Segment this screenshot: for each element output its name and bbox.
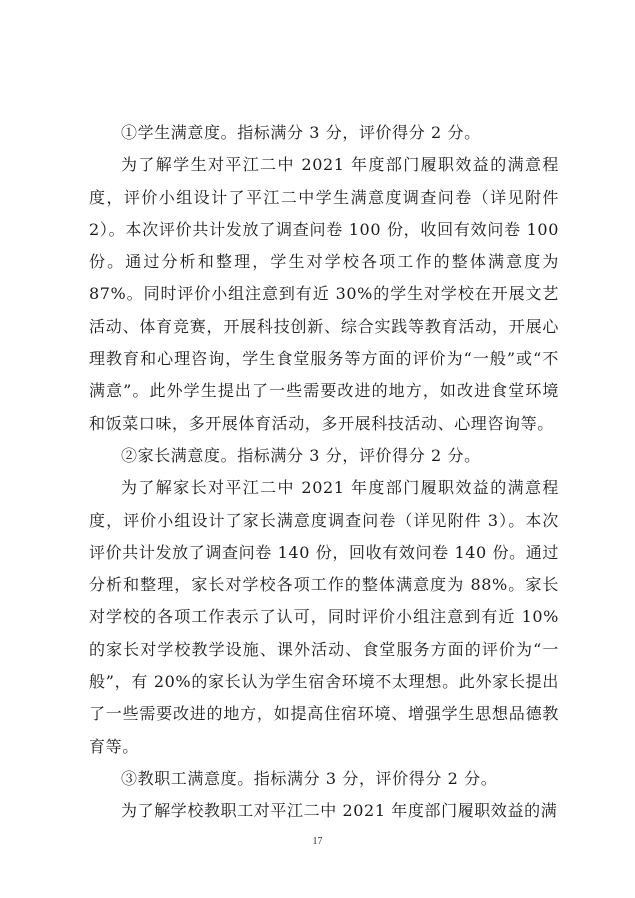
page-number: 17 bbox=[312, 836, 323, 847]
paragraph-parent-satisfaction-body: 为了解家长对平江二中 2021 年度部门履职效益的满意程度，评价小组设计了家长满意度调查问卷（详见附件 3）。本次评价共计发放了调查问卷 140 份，回收有效问卷 140 份。通过分析和整理，家长对学校各项工作的整体满意度为 88%。家长对学校的各项工作表示了认可，同时评价小组注意到有近 10%的家长对学校教学设施、课外活动、食堂服务方面的评价为“一般”，有 20%的家长认为学生宿舍环境不太理想。此外家长提出了一些需要改进的地方，如提高住宿环境、增强学生思想品德教育等。 bbox=[89, 478, 559, 756]
paragraph-student-satisfaction-body: 为了解学生对平江二中 2021 年度部门履职效益的满意程度，评价小组设计了平江二中学生满意度调查问卷（详见附件 2）。本次评价共计发放了调查问卷 100 份，收回有效问卷 100 份。通过分析和整理，学生对学校各项工作的整体满意度为 87%。同时评价小组注意到有近 30%的学生对学校在开展文艺活动、体育竞赛，开展科技创新、综合实践等教育活动，开展心理教育和心理咨询，学生食堂服务等方面的评价为“一般”或“不满意”。此外学生提出了一些需要改进的地方，如改进食堂环境和饭菜口味，多开展体育活动，多开展科技活动、心理咨询等。 bbox=[89, 155, 559, 433]
paragraph-parent-satisfaction-heading: ②家长满意度。指标满分 3 分，评价得分 2 分。 bbox=[121, 445, 481, 465]
document-body bbox=[89, 117, 559, 828]
paragraph-staff-satisfaction-heading: ③教职工满意度。指标满分 3 分，评价得分 2 分。 bbox=[121, 768, 498, 788]
paragraph-student-satisfaction-heading: ①学生满意度。指标满分 3 分，评价得分 2 分。 bbox=[121, 123, 481, 142]
paragraph-staff-satisfaction-body: 为了解学校教职工对平江二中 2021 年度部门履职效益的满 bbox=[121, 801, 558, 821]
